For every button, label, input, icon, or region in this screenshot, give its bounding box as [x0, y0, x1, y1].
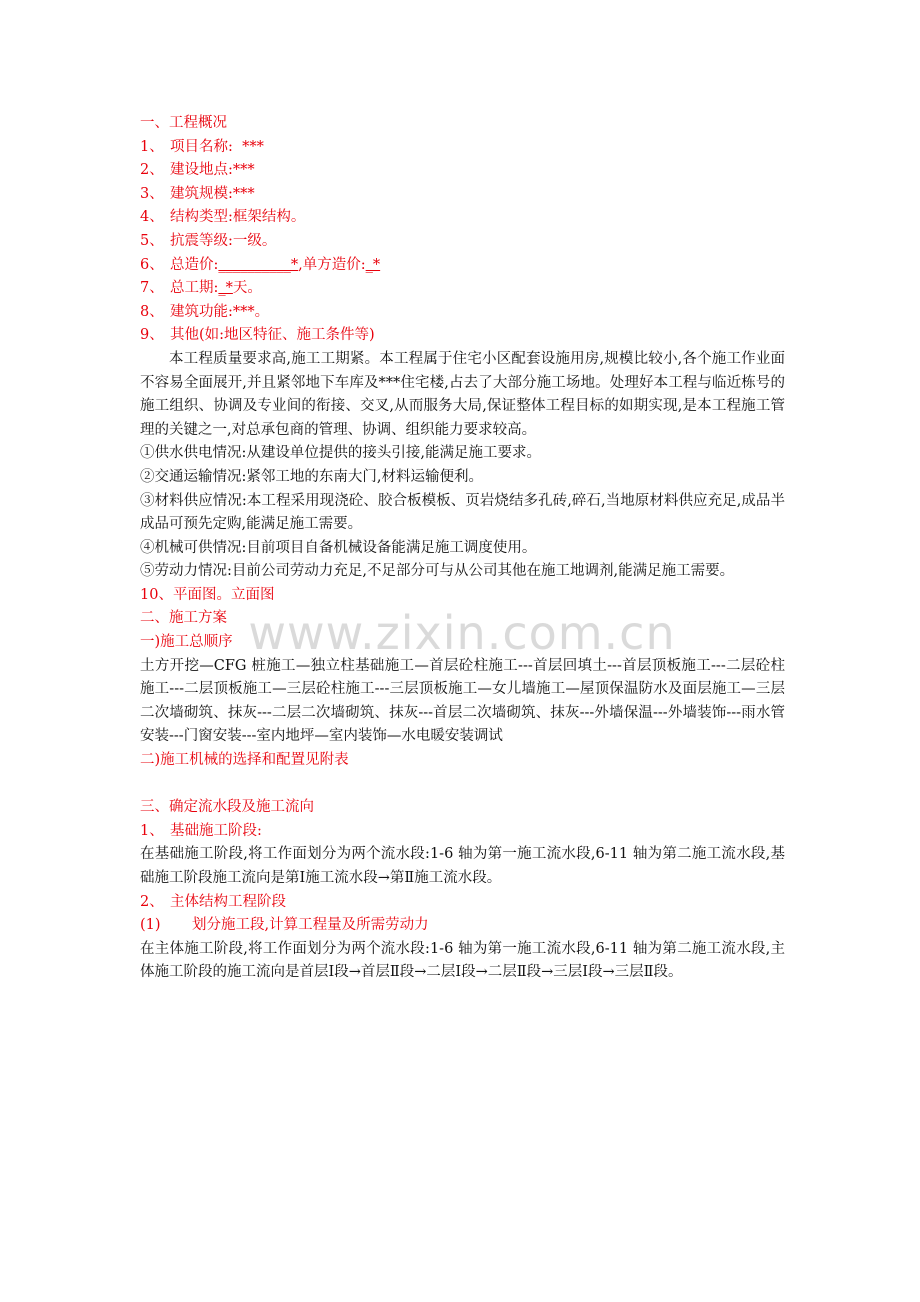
machinery-selection-heading: 二)施工机械的选择和配置见附表 [140, 752, 349, 769]
watermark: www.zixin.com.cn [248, 606, 676, 660]
overview-item-drawings: 10、平面图。立面图 [140, 586, 275, 603]
site-conditions-list [140, 442, 785, 584]
overview-item-project-name: 1、 项目名称: *** [140, 138, 264, 155]
construction-sequence-paragraph: 土方开挖—CFG 桩施工—独立柱基础施工—首层砼柱施工---首层回填土---首层顶板施工---二层砼柱施工---二层顶板施工—三层砼柱施工---三层顶板施工—女儿墙施工—屋顶保温防水及面层施工—三层二次墙砌筑、抹灰---二层二次墙砌筑、抹灰---首层二次墙砌筑、抹灰---外墙保温---外墙装饰---雨水管安装---门窗安装---室内地坪—室内装饰—水电暖安装调试 [140, 657, 785, 745]
foundation-stage-paragraph: 在基础施工阶段,将工作面划分为两个流水段:1-6 轴为第一施工流水段,6-11 轴为第二施工流水段,基础施工阶段施工流向是第Ⅰ施工流水段→第Ⅱ施工流水段。 [140, 846, 785, 886]
overview-item-total-cost: 6、 总造价:__________*,单方造价:_* [140, 256, 381, 273]
overview-item-duration: 7、 总工期:_*天。 [140, 280, 262, 297]
section-1-heading: 一、工程概况 [140, 115, 227, 131]
construction-sequence-heading: 一)施工总顺序 [140, 634, 233, 651]
overview-item-other: 9、 其他(如:地区特征、施工条件等) [140, 327, 375, 344]
foundation-stage-heading: 1、 基础施工阶段: [140, 822, 262, 839]
main-structure-stage-paragraph: 在主体施工阶段,将工作面划分为两个流水段:1-6 轴为第一施工流水段,6-11 轴为第二施工流水段,主体施工阶段的施工流向是首层Ⅰ段→首层Ⅱ段→二层Ⅰ段→二层Ⅱ段→三层Ⅰ段→三层Ⅱ段。 [140, 940, 785, 981]
overview-item-function: 8、 建筑功能:***。 [140, 303, 270, 320]
overview-item-seismic-grade: 5、 抗震等级:一级。 [140, 232, 277, 249]
section-3-heading: 三、确定流水段及施工流向 [140, 799, 314, 816]
overview-item-location: 2、 建设地点:*** [140, 162, 255, 179]
total-cost-blank: __________* [218, 256, 299, 273]
duration-blank: _* [218, 280, 233, 297]
section-2-heading: 二、施工方案 [140, 610, 227, 627]
condition-transport: ②交通运输情况:紧邻工地的东南大门,材料运输便利。 [140, 468, 483, 485]
spacer [140, 773, 785, 797]
project-description-paragraph: 本工程质量要求高,施工工期紧。本工程属于住宅小区配套设施用房,规模比较小,各个施工作业面不容易全面展开,并且紧邻地下车库及***住宅楼,占去了大部分施工场地。处理好本工程与临近栋号的施工组织、协调及专业间的衔接、交叉,从而服务大局,保证整体工程目标的如期实现,是本工程施工管理的关键之一,对总承包商的管理、协调、组织能力要求较高。 [140, 350, 785, 438]
condition-materials: ③材料供应情况:本工程采用现浇砼、胶合板模板、页岩烧结多孔砖,碎石,当地原材料供应充足,成品半成品可预先定购,能满足施工需要。 [140, 492, 785, 533]
project-overview-list [140, 136, 785, 348]
unit-cost-blank: _* [365, 256, 381, 273]
condition-machinery: ④机械可供情况:目前项目自备机械设备能满足施工调度使用。 [140, 539, 537, 556]
overview-item-scale: 3、 建筑规模:*** [140, 185, 255, 202]
overview-item-structure-type: 4、 结构类型:框架结构。 [140, 209, 306, 226]
document-body [140, 112, 785, 985]
condition-labor: ⑤劳动力情况:目前公司劳动力充足,不足部分可与从公司其他在施工地调剂,能满足施工需要。 [140, 563, 735, 580]
section-division-heading: (1) 划分施工段,计算工程量及所需劳动力 [140, 917, 429, 934]
condition-water-power: ①供水供电情况:从建设单位提供的接头引接,能满足施工要求。 [140, 445, 541, 462]
main-structure-stage-heading: 2、 主体结构工程阶段 [140, 893, 286, 910]
